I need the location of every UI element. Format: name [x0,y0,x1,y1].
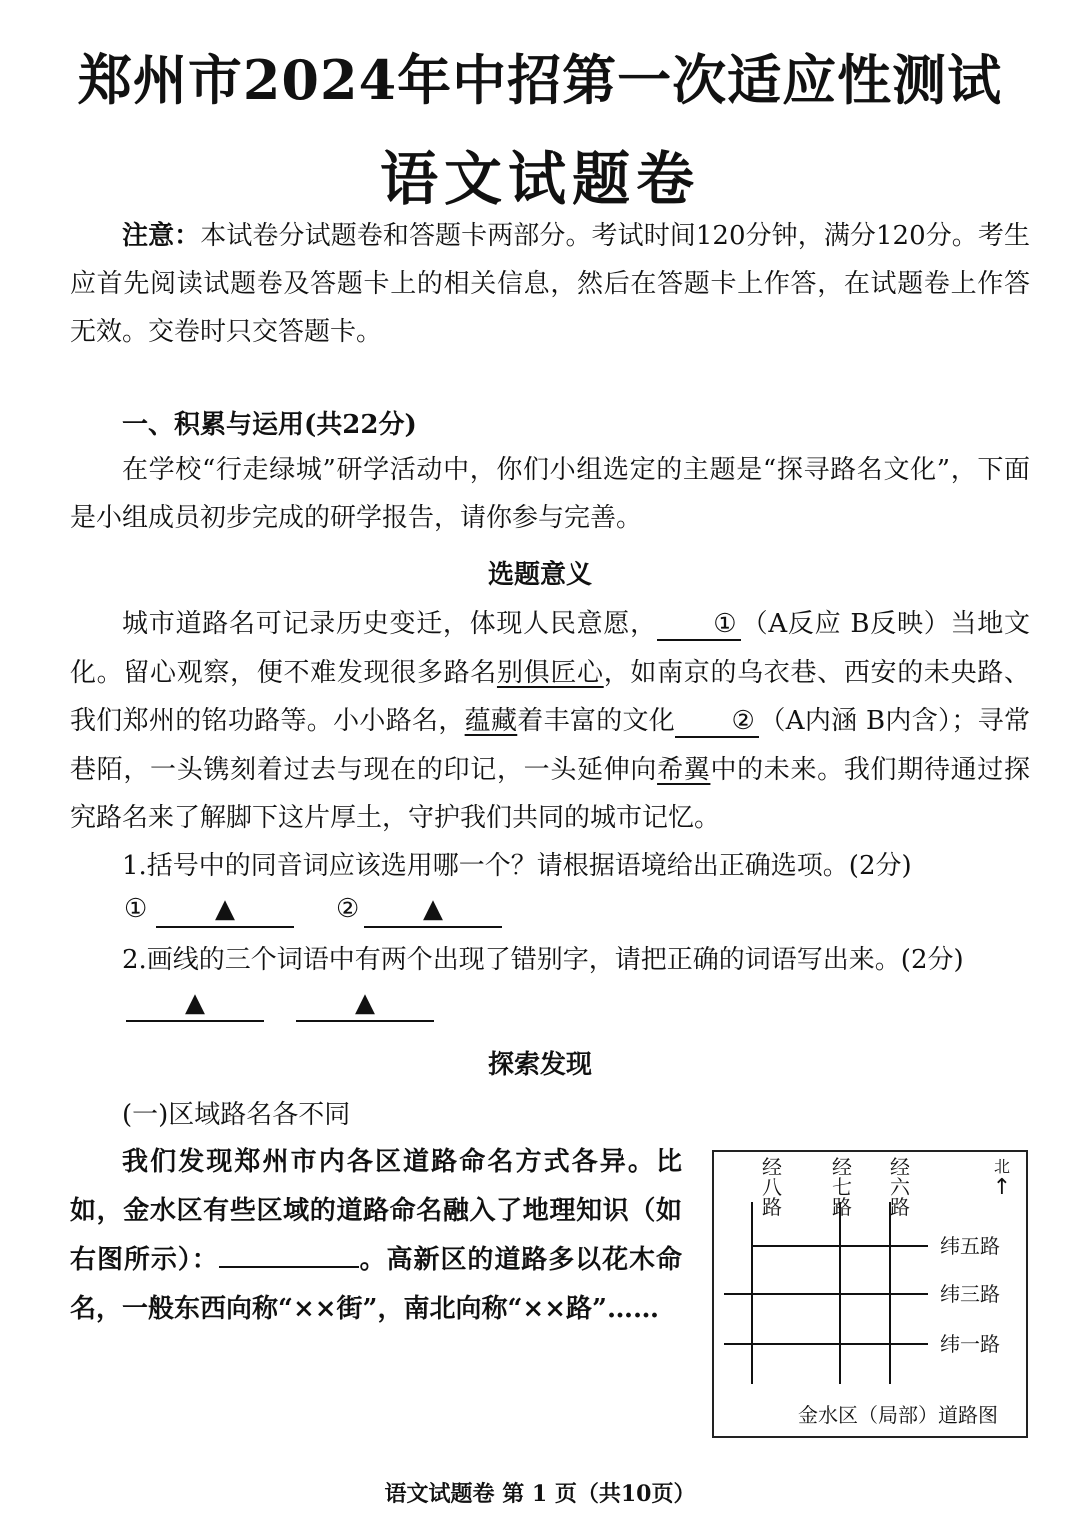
answer-line-3: ▲ [126,986,264,1022]
question-1: 1.括号中的同音词应该选用哪一个？请根据语境给出正确选项。(2分) [122,851,912,881]
answer-line-4: ▲ [296,986,434,1022]
road-label-wei1: 纬一路 [940,1332,1000,1356]
topic-text-6: 中的未来。我们期待通过探究路名来了解脚下这片厚土，守护我们共同的城市记忆。 [70,754,1030,833]
road-label-jing8 [762,1155,782,1219]
exam-subtitle: 语文试题卷 [379,145,700,213]
svg-text:路: 路 [832,1195,852,1219]
topic-meaning-paragraph [70,600,1030,843]
topic-text-4: 着丰富的文化 [517,706,676,736]
answer-line-2: ▲ [364,892,502,928]
road-label-jing7 [832,1155,852,1219]
svg-text:经: 经 [832,1155,852,1179]
road-label-wei5: 纬五路 [940,1234,1000,1258]
exploration-text-1: 我们发现郑州市内各区道路命名方式各异。比如，金水区有些区域的道路命名融入了地理知识（如右图所示）： [70,1147,682,1275]
topic-meaning-heading: 选题意义 [487,560,592,590]
svg-text:经: 经 [890,1155,910,1179]
underlined-word-3: 希翼 [657,754,711,785]
topic-text-5: （A内涵 B内含）；寻常巷陌，一头镌刻着过去与现在的印记，一头延伸向 [70,706,1030,785]
exploration-paragraph [70,1138,682,1334]
underlined-word-1: 别俱匠心 [496,657,604,688]
svg-text:经: 经 [762,1155,782,1179]
q1-label-2: ② [336,894,360,924]
north-arrow-icon: ↑ [992,1175,1012,1200]
notice-text: 本试卷分试题卷和答题卡两部分。考试时间120分钟，满分120分。考生应首先阅读试题卷及答题卡上的相关信息，然后在答题卡上作答，在试题卷上作答无效。交卷时只交答题卡。 [70,221,1030,347]
road-map [712,1150,1028,1438]
exam-title: 郑州市2024年中招第一次适应性测试 [77,48,1003,112]
topic-text-1: 城市道路名可记录历史变迁，体现人民意愿， [122,609,657,639]
road-label-wei3: 纬三路 [940,1282,1000,1306]
notice-paragraph [70,212,1030,356]
section1-heading: 一、积累与运用(共22分) [122,410,417,440]
svg-text:六: 六 [890,1175,910,1199]
answer-line-1: ▲ [156,892,294,928]
fill-blank-1: ① [657,609,741,641]
page-footer: 语文试题卷 第 1 页（共10页） [384,1481,696,1507]
exploration-heading: 探索发现 [487,1050,592,1080]
road-label-jing6 [890,1155,911,1219]
exploration-subheading: (一)区域路名各不同 [122,1100,351,1130]
topic-text-3: ，如南京的乌衣巷、西安的未央路、我们郑州的铭功路等。小小路名， [70,657,1030,736]
north-label: 北 [993,1157,1011,1176]
svg-text:路: 路 [890,1195,910,1219]
exploration-text-2: 。高新区的道路多以花木命名，一般东西向称“××街”，南北向称“××路”…… [70,1245,682,1324]
q1-label-1: ① [124,894,148,924]
underlined-word-2: 蕴藏 [464,706,518,736]
notice-label: 注意： [122,221,201,251]
svg-text:七: 七 [832,1175,852,1199]
fill-blank-3 [219,1266,359,1268]
section1-intro: 在学校“行走绿城”研学活动中，你们小组选定的主题是“探寻路名文化”，下面是小组成员初步完成的研学报告，请你参与完善。 [70,455,1030,533]
map-caption: 金水区（局部）道路图 [798,1403,998,1427]
topic-text-2: （A反应 B反映）当地文化。留心观察，便不难发现很多路名 [70,609,1030,688]
fill-blank-2: ② [675,706,759,738]
svg-text:八: 八 [762,1175,782,1199]
question-2: 2.画线的三个词语中有两个出现了错别字，请把正确的词语写出来。(2分) [122,945,964,975]
svg-text:路: 路 [762,1195,782,1219]
road-map-drawing [714,1152,1026,1436]
